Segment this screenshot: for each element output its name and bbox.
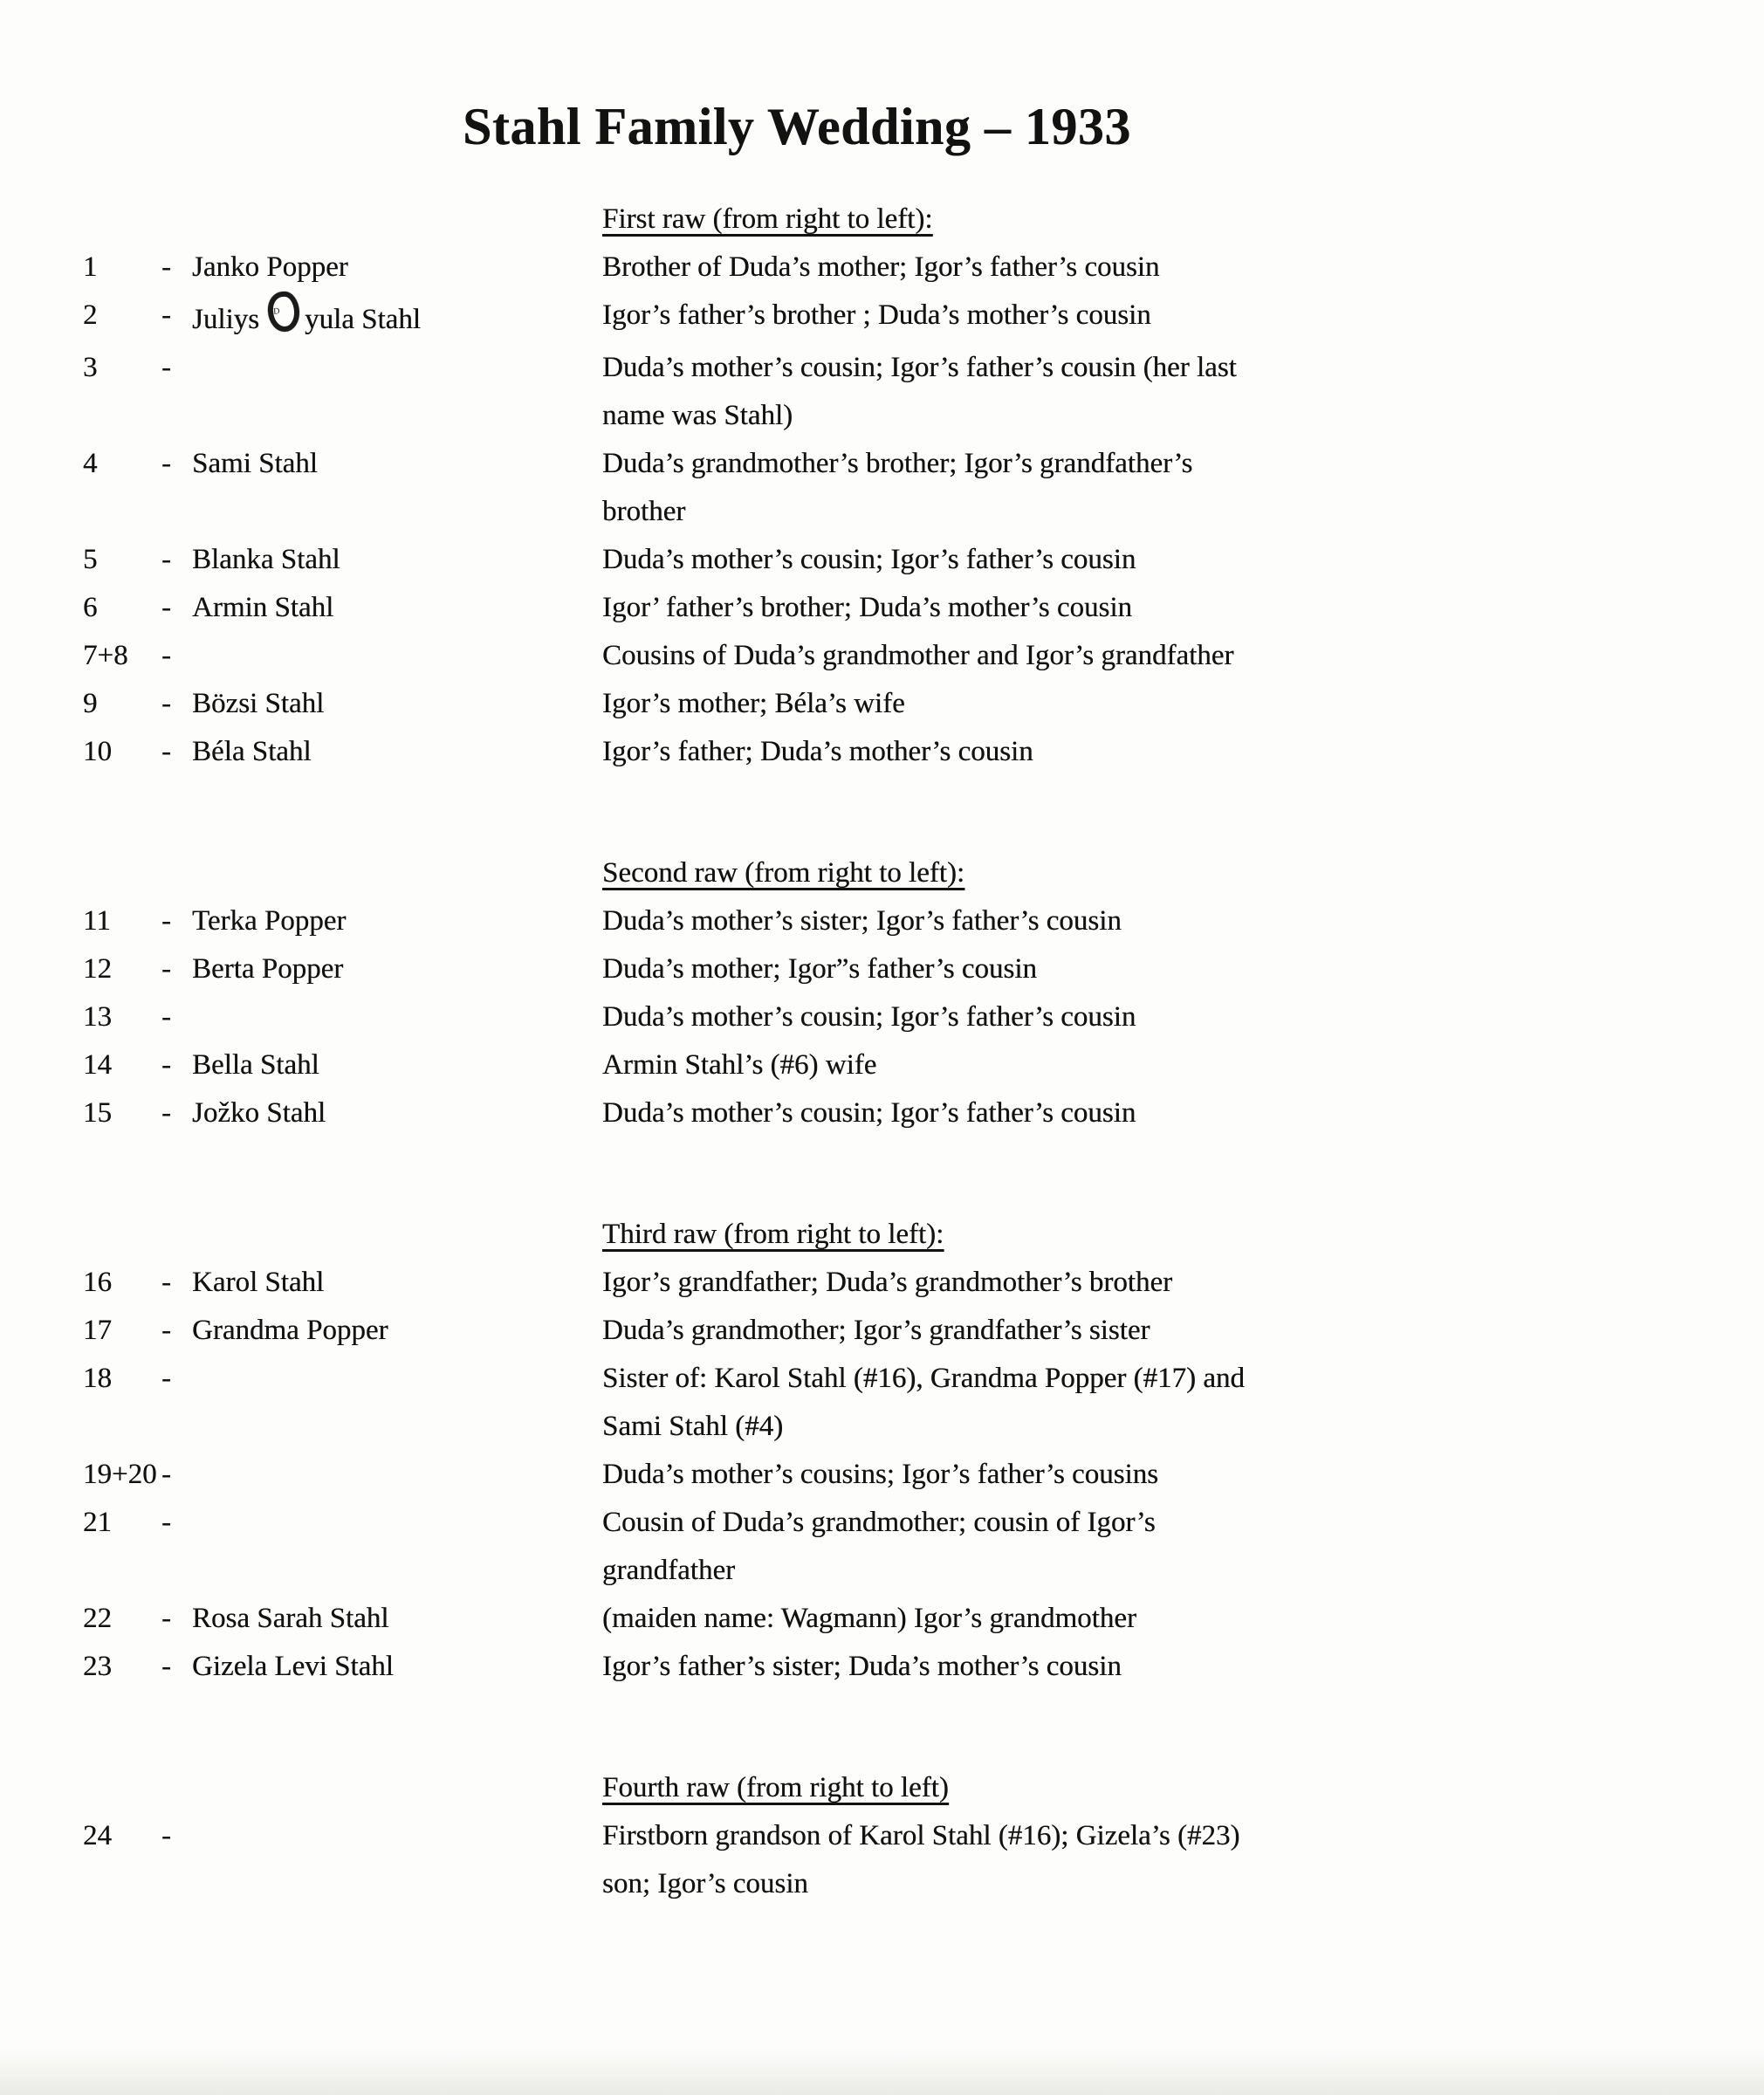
person-number: 1: [83, 251, 98, 283]
person-number: 22: [83, 1603, 112, 1634]
person-number: 9: [83, 688, 98, 719]
dash-separator: -: [161, 448, 171, 479]
person-entry: [83, 1499, 1712, 1595]
section-header: Fourth raw (from right to left): [602, 1772, 949, 1803]
row-section: [83, 196, 1712, 776]
dash-separator: -: [161, 640, 171, 671]
person-entry: [83, 292, 1712, 344]
person-entry: [83, 1812, 1712, 1908]
person-entry: [83, 728, 1712, 776]
dash-separator: -: [161, 688, 171, 719]
dash-separator: -: [161, 1651, 171, 1682]
person-entry: [83, 1041, 1712, 1089]
dash-separator: -: [161, 299, 171, 331]
person-number: 14: [83, 1049, 112, 1081]
section-header-row: [83, 849, 1712, 897]
dash-separator: -: [161, 544, 171, 575]
person-entry: [83, 244, 1712, 292]
person-description: Duda’s mother’s cousin; Igor’s father’s cousin (her last name was Stahl): [602, 352, 1237, 431]
person-number: 21: [83, 1507, 112, 1538]
dash-separator: -: [161, 1049, 171, 1081]
person-number: 24: [83, 1820, 112, 1851]
person-name: Terka Popper: [192, 905, 347, 937]
person-name: Rosa Sarah Stahl: [192, 1603, 389, 1634]
dash-separator: -: [161, 953, 171, 985]
section-header-row: [83, 1764, 1712, 1812]
person-description: Igor’s father’s brother ; Duda’s mother’s cousin: [602, 299, 1151, 331]
person-number: 23: [83, 1651, 112, 1682]
person-entry: [83, 440, 1712, 536]
person-description: Duda’s mother’s sister; Igor’s father’s cousin: [602, 905, 1122, 937]
person-entry: [83, 344, 1712, 440]
person-number: 16: [83, 1267, 112, 1298]
row-section: [83, 849, 1712, 1137]
person-description: Duda’s mother’s cousin; Igor’s father’s cousin: [602, 1001, 1136, 1033]
person-name: Karol Stahl: [192, 1267, 325, 1298]
dash-separator: -: [161, 736, 171, 767]
person-entry: [83, 1259, 1712, 1307]
dash-separator: -: [161, 1097, 171, 1129]
person-entry: [83, 536, 1712, 584]
scan-edge-artifact: [0, 2050, 1764, 2095]
person-number: 2: [83, 299, 98, 331]
person-description: Duda’s mother’s cousin; Igor’s father’s cousin: [602, 1097, 1136, 1129]
dash-separator: -: [161, 1603, 171, 1634]
dash-separator: -: [161, 1820, 171, 1851]
person-entry: [83, 1595, 1712, 1643]
person-number: 12: [83, 953, 112, 985]
person-name: Blanka Stahl: [192, 544, 340, 575]
person-entry: [83, 945, 1712, 993]
dash-separator: -: [161, 1267, 171, 1298]
person-description: Igor’s grandfather; Duda’s grandmother’s brother: [602, 1267, 1173, 1298]
person-number: 4: [83, 448, 98, 479]
row-section: [83, 1764, 1712, 1908]
person-entry: [83, 1355, 1712, 1451]
person-description: Cousin of Duda’s grandmother; cousin of Igor’s grandfather: [602, 1507, 1156, 1586]
person-entry: [83, 1643, 1712, 1691]
person-description: Duda’s mother’s cousins; Igor’s father’s cousins: [602, 1459, 1159, 1490]
dash-separator: -: [161, 1507, 171, 1538]
person-name: Gizela Levi Stahl: [192, 1651, 394, 1682]
person-number: 19+20: [83, 1459, 157, 1490]
person-name: Bella Stahl: [192, 1049, 319, 1081]
person-description: Duda’s grandmother; Igor’s grandfather’s sister: [602, 1315, 1150, 1346]
person-description: Igor’s father; Duda’s mother’s cousin: [602, 736, 1033, 767]
section-header: Third raw (from right to left):: [602, 1219, 944, 1250]
dash-separator: -: [161, 1363, 171, 1394]
document-title: Stahl Family Wedding – 1933: [463, 98, 1131, 155]
person-description: Duda’s mother; Igor”s father’s cousin: [602, 953, 1037, 985]
person-number: 5: [83, 544, 98, 575]
person-name: Juliys D yula Stahl: [192, 292, 421, 344]
person-number: 17: [83, 1315, 112, 1346]
person-description: Sister of: Karol Stahl (#16), Grandma Popper (#17) and Sami Stahl (#4): [602, 1363, 1245, 1442]
dash-separator: -: [161, 352, 171, 383]
person-entry: [83, 632, 1712, 680]
person-description: Armin Stahl’s (#6) wife: [602, 1049, 877, 1081]
person-description: Brother of Duda’s mother; Igor’s father’s cousin: [602, 251, 1160, 283]
person-number: 15: [83, 1097, 112, 1129]
person-entry: [83, 584, 1712, 632]
person-number: 13: [83, 1001, 112, 1033]
ink-blob-character: D: [267, 291, 300, 333]
person-name: Sami Stahl: [192, 448, 318, 479]
person-entry: [83, 1451, 1712, 1499]
dash-separator: -: [161, 905, 171, 937]
person-number: 18: [83, 1363, 112, 1394]
person-description: Duda’s mother’s cousin; Igor’s father’s cousin: [602, 544, 1136, 575]
person-name: Bözsi Stahl: [192, 688, 325, 719]
person-number: 6: [83, 592, 98, 623]
dash-separator: -: [161, 251, 171, 283]
section-header: First raw (from right to left):: [602, 203, 933, 235]
person-number: 7+8: [83, 640, 128, 671]
person-description: Firstborn grandson of Karol Stahl (#16); Gizela’s (#23) son; Igor’s cousin: [602, 1820, 1240, 1899]
dash-separator: -: [161, 1459, 171, 1490]
person-entry: [83, 1307, 1712, 1355]
person-number: 11: [83, 905, 111, 937]
person-name: Grandma Popper: [192, 1315, 388, 1346]
person-name: Berta Popper: [192, 953, 344, 985]
dash-separator: -: [161, 1001, 171, 1033]
person-description: Igor’s mother; Béla’s wife: [602, 688, 905, 719]
person-description: (maiden name: Wagmann) Igor’s grandmother: [602, 1603, 1136, 1634]
person-description: Igor’s father’s sister; Duda’s mother’s cousin: [602, 1651, 1122, 1682]
person-entry: [83, 993, 1712, 1041]
person-description: Cousins of Duda’s grandmother and Igor’s grandfather: [602, 640, 1234, 671]
people-list: [0, 196, 1764, 1908]
person-entry: [83, 1089, 1712, 1137]
person-name: Jožko Stahl: [192, 1097, 326, 1129]
person-name: Béla Stahl: [192, 736, 312, 767]
person-name: Armin Stahl: [192, 592, 334, 623]
person-name: Janko Popper: [192, 251, 348, 283]
dash-separator: -: [161, 1315, 171, 1346]
person-entry: [83, 897, 1712, 945]
dash-separator: -: [161, 592, 171, 623]
section-header-row: [83, 1211, 1712, 1259]
person-number: 3: [83, 352, 98, 383]
person-description: Igor’ father’s brother; Duda’s mother’s cousin: [602, 592, 1132, 623]
person-number: 10: [83, 736, 112, 767]
section-header: Second raw (from right to left):: [602, 857, 965, 889]
section-header-row: [83, 196, 1712, 244]
person-description: Duda’s grandmother’s brother; Igor’s grandfather’s brother: [602, 448, 1193, 527]
person-entry: [83, 680, 1712, 728]
row-section: [83, 1211, 1712, 1691]
